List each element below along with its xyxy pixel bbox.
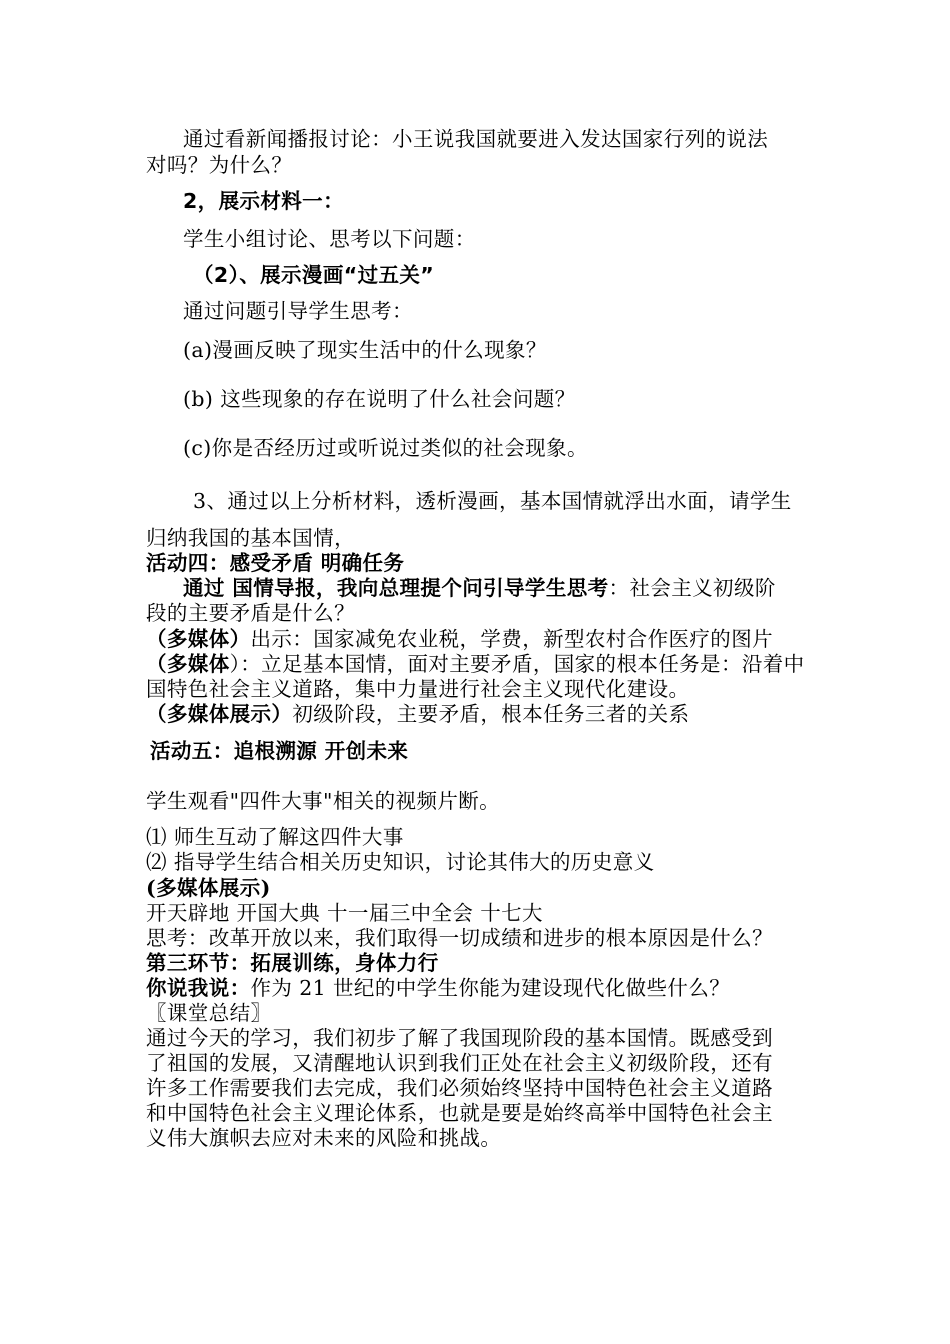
summary-line: 义伟大旗帜去应对未来的风险和挑战。 bbox=[146, 1126, 502, 1150]
paragraph-line bbox=[146, 651, 816, 677]
text-run: 作为 21 世纪的中学生你能为建设现代化做些什么？ bbox=[250, 976, 731, 1000]
section-heading: （2）、展示漫画“过五关” bbox=[193, 263, 435, 287]
summary-line: 了祖国的发展，又清醒地认识到我们正处在社会主义初级阶段，还有 bbox=[146, 1051, 773, 1075]
summary-line: 许多工作需要我们去完成，我们必须始终坚持中国特色社会主义道路 bbox=[146, 1076, 773, 1100]
text-run: 出示：国家减免农业税，学费，新型农村合作医疗的图片 bbox=[250, 627, 773, 651]
section-heading: 第三环节：拓展训练，身体力行 bbox=[146, 951, 439, 975]
summary-line: 通过今天的学习，我们初步了解了我国现阶段的基本国情。既感受到 bbox=[146, 1026, 773, 1050]
list-item: ⑴ 师生互动了解这四件大事 bbox=[146, 825, 404, 849]
paragraph-line: 通过问题引导学生思考： bbox=[183, 299, 413, 323]
summary-heading: 〖课堂总结〗 bbox=[146, 1001, 272, 1025]
question-line: (a)漫画反映了现实生活中的什么现象？ bbox=[183, 338, 547, 362]
text-run: ：社会主义初级阶 bbox=[608, 576, 776, 600]
section-heading: 2，展示材料一： bbox=[183, 189, 344, 213]
paragraph-line: 开天辟地 开国大典 十一届三中全会 十七大 bbox=[146, 901, 543, 925]
list-item: ⑵ 指导学生结合相关历史知识，讨论其伟大的历史意义 bbox=[146, 850, 655, 874]
activity-heading: 活动五：追根溯源 开创未来 bbox=[150, 739, 409, 763]
paragraph-line: 通过看新闻播报讨论：小王说我国就要进入发达国家行列的说法 bbox=[183, 127, 769, 151]
question-line: (b) 这些现象的存在说明了什么社会问题？ bbox=[183, 387, 576, 411]
paragraph-line bbox=[146, 701, 816, 727]
paragraph-line: 3、通过以上分析材料，透析漫画，基本国情就浮出水面，请学生 bbox=[193, 489, 792, 513]
paragraph-line bbox=[146, 975, 816, 1001]
paragraph-line: 学生观看"四件大事"相关的视频片断。 bbox=[146, 789, 501, 813]
text-run: 初级阶段，主要矛盾，根本任务三者的关系 bbox=[292, 702, 690, 726]
bold-run: （多媒体） bbox=[146, 627, 251, 651]
text-run: ）：立足基本国情，面对主要矛盾，国家的根本任务是：沿着中 bbox=[229, 652, 805, 676]
activity-heading: 活动四：感受矛盾 明确任务 bbox=[146, 551, 405, 575]
paragraph-line bbox=[146, 626, 816, 652]
paragraph-line: 归纳我国的基本国情， bbox=[146, 526, 355, 550]
question-line: (c)你是否经历过或听说过类似的社会现象。 bbox=[183, 436, 588, 460]
paragraph-line: 对吗？为什么？ bbox=[146, 153, 293, 177]
paragraph-line: 段的主要矛盾是什么？ bbox=[146, 601, 355, 625]
bold-run: 通过 国情导报，我向总理提个问引导学生思考 bbox=[183, 576, 609, 600]
paragraph-line: 学生小组讨论、思考以下问题： bbox=[183, 227, 476, 251]
bold-run: （多媒体展示） bbox=[146, 702, 293, 726]
bold-run: （多媒体 bbox=[146, 652, 230, 676]
paragraph-line: 思考：改革开放以来，我们取得一切成绩和进步的根本原因是什么？ bbox=[146, 926, 773, 950]
multimedia-label: (多媒体展示) bbox=[146, 876, 271, 900]
paragraph-line: 国特色社会主义道路，集中力量进行社会主义现代化建设。 bbox=[146, 677, 690, 701]
bold-run: 你说我说： bbox=[146, 976, 251, 1000]
summary-line: 和中国特色社会主义理论体系，也就是要是始终高举中国特色社会主 bbox=[146, 1101, 773, 1125]
paragraph-line bbox=[183, 575, 853, 601]
